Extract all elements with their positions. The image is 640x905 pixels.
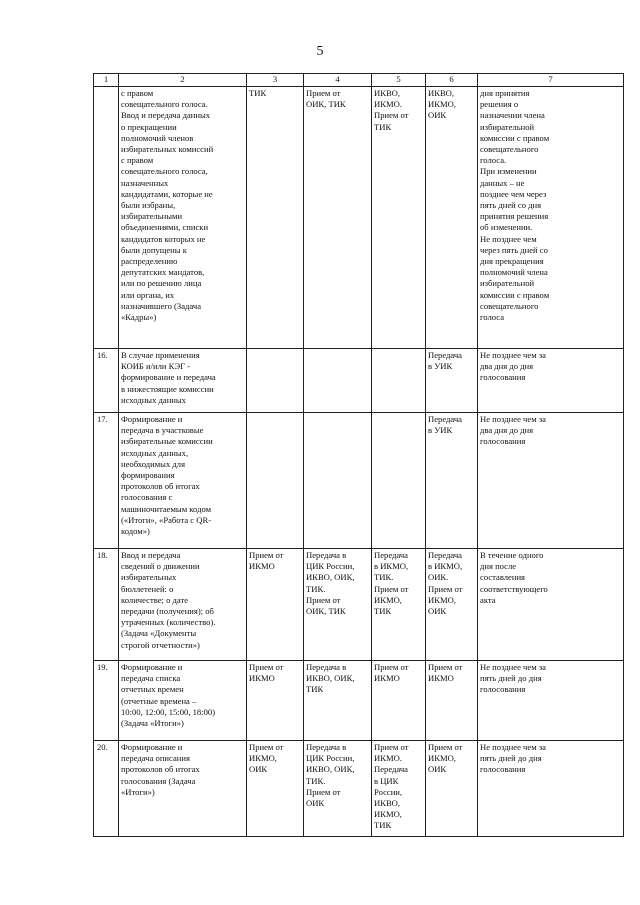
header-cell-4: 4 <box>304 74 372 87</box>
cell-col4: Передача в ЦИК России, ИКВО, ОИК, ТИК. Прием от ОИК, ТИК <box>304 549 372 661</box>
cell-col6: Прием от ИКМО <box>426 661 478 741</box>
task-cell: Формирование и передача списка отчетных времен (отчетные времена – 10:00, 12:00, 15:00, 18:00) (Задача «Итоги») <box>119 661 247 741</box>
header-cell-3: 3 <box>247 74 304 87</box>
cell-col6: Прием от ИКМО, ОИК <box>426 741 478 837</box>
cell-col6: Передача в УИК <box>426 413 478 549</box>
cell-col4: Передача в ЦИК России, ИКВО, ОИК, ТИК. Прием от ОИК <box>304 741 372 837</box>
cell-col3: Прием от ИКМО <box>247 661 304 741</box>
header-cell-1: 1 <box>94 74 119 87</box>
row-number: 19. <box>94 661 119 741</box>
cell-col3: Прием от ИКМО <box>247 549 304 661</box>
cell-col3 <box>247 413 304 549</box>
deadline-cell: дня принятия решения о назначении члена избирательной комиссии с правом совещательного голоса. При изменении данных – не позднее чем через пять дней со дня принятия решения об изменении. Не позднее чем через пять дней со дня прекращения полномочий члена избирательной комиссии с правом совещательного голоса <box>478 87 624 349</box>
cell-col6: Передача в УИК <box>426 349 478 413</box>
header-cell-2: 2 <box>119 74 247 87</box>
cell-col6: ИКВО, ИКМО, ОИК <box>426 87 478 349</box>
cell-col4 <box>304 349 372 413</box>
table-row <box>94 87 624 349</box>
cell-col3: ТИК <box>247 87 304 349</box>
row-number: 20. <box>94 741 119 837</box>
header-cell-7: 7 <box>478 74 624 87</box>
cell-col4: Прием от ОИК, ТИК <box>304 87 372 349</box>
task-cell: Ввод и передача сведений о движении избирательных бюллетеней: о количестве; о дате передачи (получения); об утраченных (количество). (Задача «Документы строгой отчетности») <box>119 549 247 661</box>
task-cell: с правом совещательного голоса. Ввод и передача данных о прекращении полномочий членов избирательных комиссий с правом совещательного голоса, назначенных кандидатами, которые не были избраны, избирательными объединениями, списки кандидатов которых не были допущены к распределению депутатских мандатов, или по решению лица или органа, их назначившего (Задача «Кадры») <box>119 87 247 349</box>
cell-col5: Прием от ИКМО <box>372 661 426 741</box>
task-cell: Формирование и передача описания протоколов об итогах голосования (Задача «Итоги») <box>119 741 247 837</box>
table-row <box>94 413 624 549</box>
table-row <box>94 661 624 741</box>
deadline-cell: Не позднее чем за два дня до дня голосования <box>478 349 624 413</box>
cell-col5: Передача в ИКМО, ТИК. Прием от ИКМО, ТИК <box>372 549 426 661</box>
table-row <box>94 741 624 837</box>
cell-col4 <box>304 413 372 549</box>
header-cell-6: 6 <box>426 74 478 87</box>
page-number: 5 <box>316 44 324 59</box>
schedule-table <box>93 73 624 837</box>
deadline-cell: Не позднее чем за два дня до дня голосования <box>478 413 624 549</box>
cell-col5 <box>372 413 426 549</box>
header-row <box>94 74 624 87</box>
deadline-cell: В течение одного дня после составления соответствующего акта <box>478 549 624 661</box>
table-row <box>94 549 624 661</box>
row-number: 18. <box>94 549 119 661</box>
row-number <box>94 87 119 349</box>
deadline-cell: Не позднее чем за пять дней до дня голосования <box>478 661 624 741</box>
cell-col4: Передача в ИКВО, ОИК, ТИК <box>304 661 372 741</box>
cell-col6: Передача в ИКМО, ОИК. Прием от ИКМО, ОИК <box>426 549 478 661</box>
header-cell-5: 5 <box>372 74 426 87</box>
table-row <box>94 349 624 413</box>
cell-col5: ИКВО, ИКМО. Прием от ТИК <box>372 87 426 349</box>
cell-col3 <box>247 349 304 413</box>
cell-col5 <box>372 349 426 413</box>
cell-col3: Прием от ИКМО, ОИК <box>247 741 304 837</box>
row-number: 17. <box>94 413 119 549</box>
deadline-cell: Не позднее чем за пять дней до дня голосования <box>478 741 624 837</box>
row-number: 16. <box>94 349 119 413</box>
task-cell: В случае применения КОИБ и/или КЭГ - формирование и передача в нижестоящие комиссии исходных данных <box>119 349 247 413</box>
cell-col5: Прием от ИКМО. Передача в ЦИК России, ИКВО, ИКМО, ТИК <box>372 741 426 837</box>
task-cell: Формирование и передача в участковые избирательные комиссии исходных данных, необходимых для формирования протоколов об итогах голосования с машиночитаемым кодом («Итоги», «Работа с QR- кодом») <box>119 413 247 549</box>
